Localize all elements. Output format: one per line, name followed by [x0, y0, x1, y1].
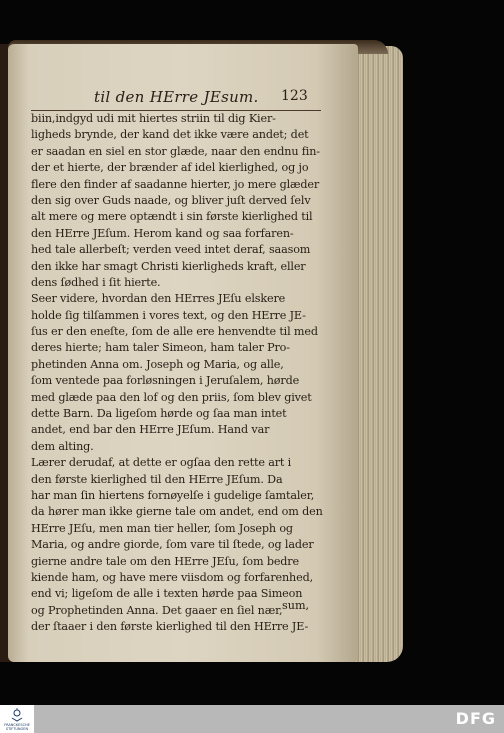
dfg-logo[interactable]: DFG [455, 709, 496, 728]
text-line: den sig over Guds naade, og bliver juſt derved ſelv [31, 193, 311, 207]
text-line: hed tale allerbeſt; verden veed intet deraf, saasom [31, 243, 311, 257]
text-line: biin,indgyd udi mit hiertes striin til dig Kier- [31, 112, 276, 125]
text-line: flere den finder af saadanne hierter, jo mere glæder [31, 177, 320, 191]
text-line: Lærer derudaf, at dette er ogſaa den rette art i [31, 456, 292, 470]
text-line: ligheds brynde, der kand det ikke være andet; det [31, 128, 309, 142]
text-line: phetinden Anna om. Joseph og Maria, og alle, [31, 357, 284, 371]
text-line: andet, end bar den HErre JEſum. Hand var [31, 423, 270, 437]
page-number: 123 [281, 88, 308, 104]
text-line: kiende ham, og have mere viisdom og forfarenhed, [31, 570, 313, 584]
text-line: alt mere og mere optændt i sin første kierlighed til [31, 210, 313, 224]
sun-eagle-icon [11, 708, 23, 722]
text-line: den første kierlighed til den HErre JEſum. Da [31, 472, 283, 486]
text-line: ſus er den eneſte, ſom de alle ere henvendte til med [31, 325, 318, 339]
text-line: deres hierte; ham taler Simeon, ham taler Pro- [31, 341, 290, 355]
catchword: sum, [282, 599, 310, 612]
text-line: Maria, og andre giorde, ſom vare til ſtede, og lader [31, 538, 314, 552]
text-line: den ikke har smagt Christi kierligheds kraft, eller [31, 259, 306, 273]
text-line: den HErre JEſum. Herom kand og saa forfaren- [31, 226, 294, 240]
text-line: dette Barn. Da ligeſom hørde og ſaa man intet [31, 407, 287, 421]
text-line: dens ſødhed i ſit hierte. [31, 275, 161, 289]
body-text [31, 111, 323, 636]
text-line: har man ſin hiertens fornøyelſe i gudelige ſamtaler, [31, 488, 315, 502]
text-line: holde ſig tilſammen i vores text, og den HErre JE- [31, 308, 306, 322]
text-line: ſom ventede paa forløsningen i Jeruſalem, hørde [31, 374, 300, 388]
text-line: med glæde paa den lof og den priis, ſom blev givet [31, 390, 312, 404]
text-line: der ſtaaer i den første kierlighed til den HErre JE- [31, 620, 309, 634]
text-line: HErre JEſu, men man tier heller, ſom Joseph og [31, 521, 293, 535]
text-line: dem alting. [31, 439, 94, 453]
text-line: end vi; ligeſom de alle i texten hørde paa Simeon [31, 587, 303, 601]
logo-text: FRANCKESCHE STIFTUNGEN [4, 723, 30, 731]
text-line: og Prophetinden Anna. Det gaaer en ſiel nær, [31, 603, 283, 617]
franckesche-stiftungen-logo[interactable] [0, 705, 34, 733]
text-line: gierne andre tale om den HErre JEſu, ſom bedre [31, 554, 299, 568]
text-line: der et hierte, der brænder af idel kierlighed, og jo [31, 161, 309, 175]
page-header [0, 88, 504, 112]
running-title: til den HErre JEsum. [94, 88, 259, 106]
viewer-footer-bar [0, 705, 504, 733]
text-line: Seer videre, hvordan den HErres JEſu elskere [31, 292, 286, 306]
text-line: er saadan en siel en stor glæde, naar den endnu fin- [31, 144, 320, 158]
text-line: da hører man ikke gierne tale om andet, end om den [31, 505, 323, 519]
